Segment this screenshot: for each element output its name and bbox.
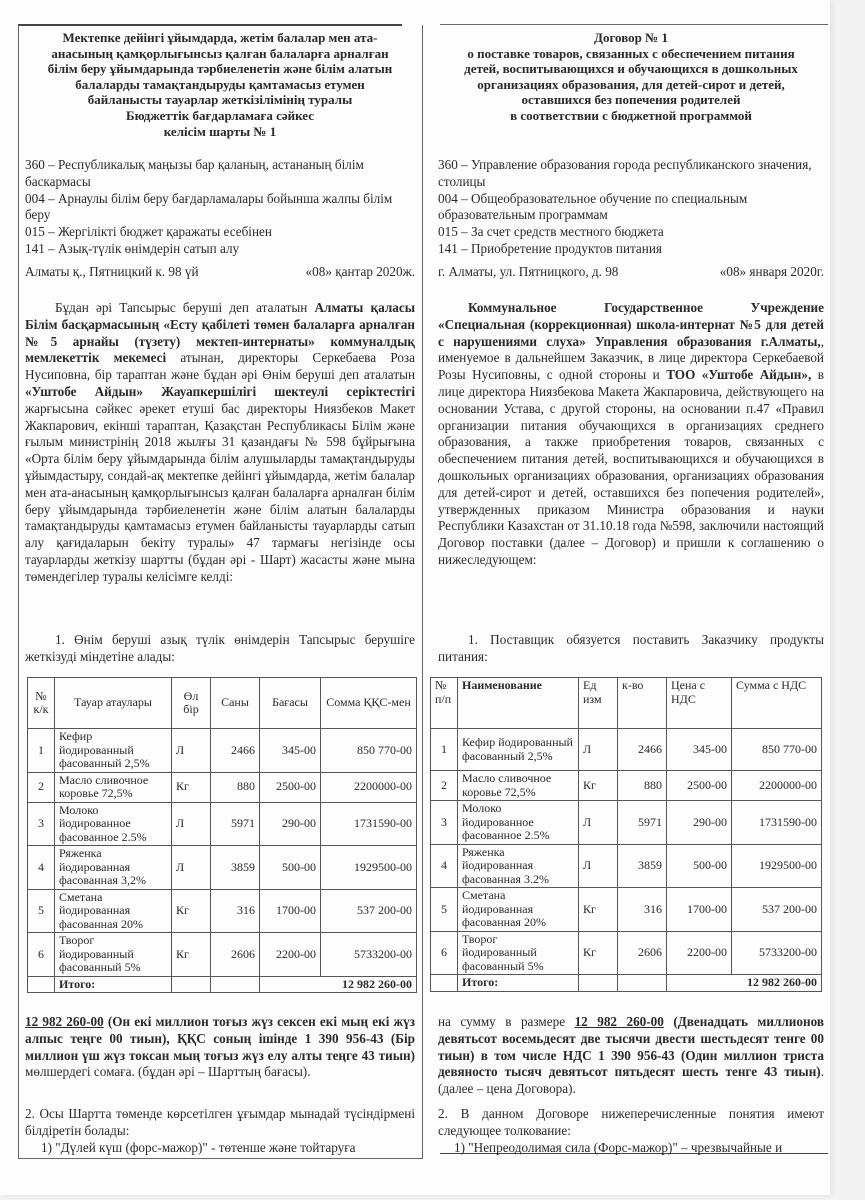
col-header: Цена с НДС bbox=[667, 678, 732, 729]
total-value: 12 982 260-00 bbox=[260, 976, 417, 993]
kz-supplier-name: «Уштобе Айдын» Жауапкершілігі шектеулі серіктестігі bbox=[25, 383, 415, 399]
table-row bbox=[431, 931, 822, 975]
item-unit: Кг bbox=[579, 888, 618, 932]
col-header: Саны bbox=[211, 678, 260, 729]
ru-title bbox=[438, 30, 824, 124]
item-quantity: 2606 bbox=[618, 931, 667, 975]
item-name: Масло сливочное коровье 72,5% bbox=[55, 772, 172, 802]
item-sum: 850 770-00 bbox=[321, 729, 417, 773]
table-row bbox=[28, 889, 417, 933]
table-row bbox=[28, 933, 417, 977]
empty-cell bbox=[172, 976, 211, 993]
item-unit: Кг bbox=[579, 771, 618, 801]
ru-title-line: оставшихся без попечения родителей bbox=[521, 92, 741, 108]
ru-budget-codes bbox=[438, 157, 824, 258]
kz-clause-2-1: 1) "Дүлей күш (форс-мажор)" - төтенше және тойтаруға bbox=[41, 1140, 356, 1155]
col-header: Сомма ҚҚС-мен bbox=[321, 678, 417, 729]
total-label: Итого: bbox=[458, 975, 579, 992]
row-number: 1 bbox=[431, 729, 458, 771]
col-header: № к/к bbox=[28, 678, 55, 729]
ru-place: г. Алматы, ул. Пятницкого, д. 98 bbox=[438, 264, 619, 279]
kz-title-line: анасының қамқорлығынсыз қалған балаларға арналған bbox=[51, 45, 389, 61]
item-sum: 850 770-00 bbox=[732, 729, 822, 771]
item-sum: 1929500-00 bbox=[321, 846, 417, 890]
text: атынан, директоры Серкебаева Роза Нусиповна, бір тараптан және бұдан әрі Өнім беруші деп аталатын bbox=[25, 350, 415, 383]
kz-title-line: байланысты тауарлар жеткізілімінің туралы bbox=[87, 92, 353, 108]
ru-goods-table bbox=[430, 677, 822, 992]
kz-code-line: 141 – Азық-түлік өнімдерін сатып алу bbox=[25, 240, 240, 256]
item-name: Ряженка йодированная фасованная 3.2% bbox=[458, 844, 579, 888]
row-number: 4 bbox=[431, 844, 458, 888]
ru-date: «08» января 2020г. bbox=[719, 264, 824, 279]
kz-customer-name: Алматы қаласы Білім басқармасының «Есту қабілеті төмен балаларға арналған №5 арнайы (түзету) мектеп-интернаты» коммуналдық мемлекеттік мекемесі bbox=[25, 300, 415, 366]
ru-title-line: детей, воспитывающихся и обучающихся в дошкольных bbox=[464, 61, 798, 77]
item-unit: Л bbox=[579, 844, 618, 888]
item-quantity: 880 bbox=[211, 772, 260, 802]
col-header: Сумма с НДС bbox=[732, 678, 822, 729]
item-price: 345-00 bbox=[260, 729, 321, 773]
col-header: № п/п bbox=[431, 678, 458, 729]
row-number: 6 bbox=[28, 933, 55, 977]
col-header: Тауар атаулары bbox=[55, 678, 172, 729]
item-quantity: 2606 bbox=[211, 933, 260, 977]
ru-supplier-name: ТОО «Уштобе Айдын», bbox=[666, 367, 812, 383]
row-number: 5 bbox=[431, 888, 458, 932]
kz-intro bbox=[25, 300, 415, 586]
item-quantity: 316 bbox=[211, 889, 260, 933]
kz-title bbox=[25, 30, 415, 139]
kz-title-line: Мектепке дейінгі ұйымдарда, жетім балалар мен ата- bbox=[62, 30, 378, 45]
ru-clause-1: 1. Поставщик обязуется поставить Заказчику продукты питания: bbox=[438, 632, 824, 664]
text: в лице директора Ниязбекова Макета Жакпаровича, действующего на основании Устава, с другой стороны, на основании п.47 «Правил организации питания обучающихся в организациях среднего образования, а также приобретения товаров, связанных с обеспечением питания детей, воспитывающихся и обучающихся в дошкольных организациях образования, организациях образования для детей-сирот и детей, оставшихся без попечения родителей», утвержденных приказом Министра образования и науки Республики Казахстан от 31.10.18 года №598, заключили настоящий Договор поставки (далее – Договор) и пришли к соглашению о нижеследующем: bbox=[438, 367, 824, 567]
item-price: 290-00 bbox=[260, 802, 321, 846]
kz-clause-2: 2. Осы Шартта төменде көрсетілген ұғымдар мынадай түсіндірмені білдіретін болады: bbox=[25, 1106, 415, 1138]
table-row bbox=[431, 888, 822, 932]
total-label: Итого: bbox=[55, 976, 172, 993]
item-quantity: 5971 bbox=[211, 802, 260, 846]
item-quantity: 5971 bbox=[618, 801, 667, 845]
text: . (далее – цена Договора). bbox=[438, 1064, 824, 1097]
item-quantity: 316 bbox=[618, 888, 667, 932]
item-name: Сметана йодированная фасованная 20% bbox=[458, 888, 579, 932]
ru-title-line: в соответствии с бюджетной программой bbox=[510, 107, 752, 123]
row-number: 5 bbox=[28, 889, 55, 933]
item-price: 500-00 bbox=[667, 844, 732, 888]
item-price: 2200-00 bbox=[667, 931, 732, 975]
table-total-row bbox=[431, 975, 822, 992]
item-sum: 1731590-00 bbox=[321, 802, 417, 846]
item-unit: Л bbox=[579, 801, 618, 845]
col-header: Ед изм bbox=[579, 678, 618, 729]
text: на сумму в размере bbox=[438, 1014, 575, 1029]
text: жарғысына сәйкес әрекет етуші бас директоры Ниязбеков Макет Жакпарович, екінші тараптан, Қазақстан Республикасы Білім және ғылым министрінің 2018 жылғы 31 қазандағы № 598 бұйрығына «Орта білім беру ұйымдарында білім алушыларды тамақтандыруды ұйымдастыру, сондай-ақ мектепке дейінгі ұйымдарда, жетім балалар мен ата-анасының қамқорлығынсыз қалған балаларға арналған білім беру ұйымдарында тәрбиеленетін және білім алатын балаларды тамақтандыруды қамтамасыз етумен байланысты тауарларды сатып алу қағидаларын бекіту туралы» 47 тармағы негізінде осы тауарларды жеткізу шартты (бұдан әрі - Шарт) жасасты және мына төмендегілер туралы келісімге келді: bbox=[25, 400, 415, 584]
item-price: 2500-00 bbox=[260, 772, 321, 802]
item-price: 2500-00 bbox=[667, 771, 732, 801]
item-name: Творог йодированный фасованный 5% bbox=[55, 933, 172, 977]
kz-place-date bbox=[25, 264, 415, 281]
item-unit: Л bbox=[172, 802, 211, 846]
item-name: Ряженка йодированная фасованная 3,2% bbox=[55, 846, 172, 890]
kz-place: Алматы қ., Пятницкий к. 98 үй bbox=[25, 264, 199, 279]
table-row bbox=[28, 846, 417, 890]
ru-title-line: организациях образования, для детей-сирот и детей, bbox=[477, 76, 785, 92]
col-header: к-во bbox=[618, 678, 667, 729]
ru-place-date bbox=[438, 264, 824, 281]
kz-sum-amount: 12 982 260-00 bbox=[25, 1014, 104, 1029]
item-sum: 5733200-00 bbox=[732, 931, 822, 975]
kz-title-line: балаларды тамақтандыруды қамтамасыз етумен bbox=[75, 76, 365, 92]
text: мөлшердегі сомаға. (бұдан әрі – Шарттың бағасы). bbox=[25, 1064, 311, 1080]
ru-code-line: 004 – Общеобразовательное обучение по специальным образовательным программам bbox=[438, 190, 748, 223]
text: Бұдан әрі Тапсырыс беруші деп аталатын bbox=[55, 300, 315, 315]
item-name: Кефир йодированный фасованный 2,5% bbox=[458, 729, 579, 771]
item-sum: 5733200-00 bbox=[321, 933, 417, 977]
item-quantity: 2466 bbox=[211, 729, 260, 773]
item-price: 1700-00 bbox=[667, 888, 732, 932]
ru-clause-2: 2. В данном Договоре нижеперечисленные понятия имеют следующее толкование: bbox=[438, 1106, 824, 1138]
col-header: Наименование bbox=[458, 678, 579, 729]
item-name: Сметана йодированная фасованная 20% bbox=[55, 889, 172, 933]
table-row bbox=[28, 729, 417, 773]
item-unit: Л bbox=[172, 729, 211, 773]
item-sum: 1929500-00 bbox=[732, 844, 822, 888]
item-quantity: 3859 bbox=[211, 846, 260, 890]
table-row bbox=[431, 771, 822, 801]
empty-cell bbox=[431, 975, 458, 992]
item-name: Творог йодированный фасованный 5% bbox=[458, 931, 579, 975]
kz-clause-1: 1. Өнім беруші азық түлік өнімдерін Тапсырыс берушіге жеткізуді міндетіне алады: bbox=[25, 632, 415, 664]
row-number: 3 bbox=[431, 801, 458, 845]
col-header: Өл бір bbox=[172, 678, 211, 729]
item-sum: 2200000-00 bbox=[732, 771, 822, 801]
item-sum: 2200000-00 bbox=[321, 772, 417, 802]
ru-title-line: Договор № 1 bbox=[594, 30, 668, 45]
item-unit: Кг bbox=[172, 772, 211, 802]
kz-budget-codes bbox=[25, 157, 415, 258]
item-unit: Л bbox=[172, 846, 211, 890]
kz-contract-sum bbox=[25, 1014, 415, 1081]
item-name: Молоко йодированное фасованное 2.5% bbox=[458, 801, 579, 845]
row-number: 2 bbox=[28, 772, 55, 802]
ru-sum-words: (Двенадцать миллионов девятьсот восемьдесят две тысячи двести шестьдесят тенге 00 тиын) в том числе НДС 1 390 956-43 (Один миллион триста девяносто тысяч девятьсот пятьдесят шесть тенге 43 тиын) bbox=[438, 1014, 824, 1080]
item-sum: 537 200-00 bbox=[732, 888, 822, 932]
row-number: 2 bbox=[431, 771, 458, 801]
ru-sum-amount: 12 982 260-00 bbox=[574, 1014, 664, 1029]
item-price: 500-00 bbox=[260, 846, 321, 890]
table-row bbox=[431, 844, 822, 888]
item-unit: Кг bbox=[172, 933, 211, 977]
kz-title-line: Бюджеттік бағдарламаға сәйкес bbox=[125, 107, 314, 123]
item-quantity: 3859 bbox=[618, 844, 667, 888]
table-row bbox=[431, 729, 822, 771]
total-value: 12 982 260-00 bbox=[667, 975, 822, 992]
item-sum: 1731590-00 bbox=[732, 801, 822, 845]
item-price: 290-00 bbox=[667, 801, 732, 845]
item-quantity: 2466 bbox=[618, 729, 667, 771]
item-unit: Кг bbox=[579, 931, 618, 975]
item-sum: 537 200-00 bbox=[321, 889, 417, 933]
ru-code-line: 015 – За счет средств местного бюджета bbox=[438, 224, 664, 240]
row-number: 4 bbox=[28, 846, 55, 890]
table-row bbox=[28, 802, 417, 846]
kz-code-line: 360 – Республикалық маңызы бар қаланың, астананың білім баскармасы bbox=[25, 157, 364, 189]
row-number: 3 bbox=[28, 802, 55, 846]
kz-code-line: 015 – Жергілікті бюджет қаражаты есебінен bbox=[25, 224, 272, 240]
table-header-row bbox=[28, 678, 417, 729]
table-header-row bbox=[431, 678, 822, 729]
ru-customer-name: Коммунальное Государственное Учреждение «Специальная (коррекционная) школа-интернат №5 для детей с нарушениями слуха» Управления образования г.Алматы, bbox=[438, 300, 824, 349]
item-price: 1700-00 bbox=[260, 889, 321, 933]
ru-code-line: 360 – Управление образования города республиканского значения, столицы bbox=[438, 157, 812, 189]
item-price: 2200-00 bbox=[260, 933, 321, 977]
kz-title-line: білім беру ұйымдарында тәрбиеленетін және білім алатын bbox=[47, 61, 393, 77]
empty-cell bbox=[28, 976, 55, 993]
kz-sum-words: (Он екі миллион тоғыз жүз сексен екі мың екі жүз алпыс теңге 00 тиын), ҚҚС соның ішінде 1 390 956-43 (Бір миллион үш жүз токсан мың тоғыз жүз елу алты теңге 43 тиын) bbox=[25, 1014, 415, 1063]
ru-clause-2-1: 1) "Непреодолимая сила (Форс-мажор)" – чрезвычайные и bbox=[454, 1140, 783, 1155]
table-row bbox=[431, 801, 822, 845]
empty-cell bbox=[211, 976, 260, 993]
empty-cell bbox=[579, 975, 618, 992]
ru-code-line: 141 – Приобретение продуктов питания bbox=[438, 240, 662, 256]
item-unit: Л bbox=[579, 729, 618, 771]
item-quantity: 880 bbox=[618, 771, 667, 801]
ru-intro bbox=[438, 300, 824, 569]
kz-date: «08» қантар 2020ж. bbox=[305, 264, 415, 279]
item-name: Кефир йодированный фасованный 2,5% bbox=[55, 729, 172, 773]
kz-title-line: келісім шарты № 1 bbox=[163, 123, 277, 139]
table-total-row bbox=[28, 976, 417, 993]
table-row bbox=[28, 772, 417, 802]
item-name: Молоко йодированное фасованное 2.5% bbox=[55, 802, 172, 846]
kz-goods-table bbox=[27, 677, 417, 993]
empty-cell bbox=[618, 975, 667, 992]
item-unit: Кг bbox=[172, 889, 211, 933]
top-rule-right bbox=[440, 24, 828, 25]
text: , именуемое в дальнейшем Заказчик, в лице директора Серкебаевой Розы Нусиповны, с одной стороны и bbox=[438, 333, 824, 383]
kz-code-line: 004 – Арнаулы білім беру бағдарламалары бойынша жалпы білім беру bbox=[25, 190, 393, 223]
item-name: Масло сливочное коровье 72,5% bbox=[458, 771, 579, 801]
ru-title-line: о поставке товаров, связанных с обеспечением питания bbox=[467, 45, 795, 61]
item-price: 345-00 bbox=[667, 729, 732, 771]
ru-contract-sum bbox=[438, 1014, 824, 1098]
col-header: Бағасы bbox=[260, 678, 321, 729]
row-number: 6 bbox=[431, 931, 458, 975]
row-number: 1 bbox=[28, 729, 55, 773]
